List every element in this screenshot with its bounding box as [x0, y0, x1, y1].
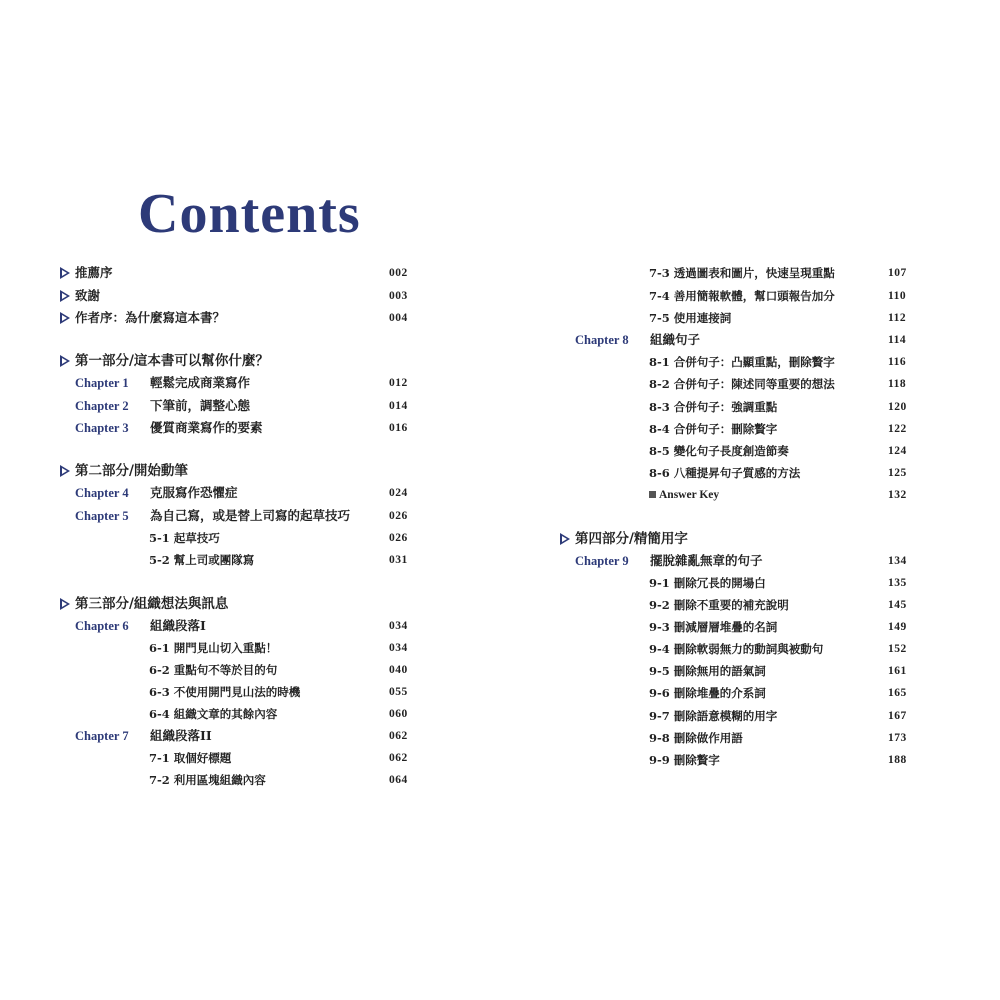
chapter-number: Chapter 1: [75, 376, 129, 390]
chapter-title: 組織句子: [650, 332, 701, 347]
page-number: 034: [389, 620, 408, 632]
section-title: 8-3 合併句子：強調重點: [649, 400, 778, 414]
section-title: 7-5 使用連接詞: [649, 311, 732, 325]
section-title: 8-5 變化句子長度創造節奏: [649, 444, 789, 458]
page-number: 116: [888, 356, 907, 368]
page-number: 188: [888, 754, 907, 766]
page-number: 145: [888, 599, 907, 611]
page-number: 055: [389, 686, 408, 698]
section-title: 8-1 合併句子：凸顯重點，刪除贅字: [649, 355, 835, 369]
page-number: 040: [389, 664, 408, 676]
section-title: 9-3 刪減層層堆疊的名詞: [649, 620, 778, 634]
page-number: 024: [389, 487, 408, 499]
chapter-title: 擺脫雜亂無章的句子: [650, 553, 763, 568]
chapter-title: 下筆前，調整心態: [150, 398, 251, 413]
page-number: 173: [888, 732, 907, 744]
toc-section-8-6[interactable]: [649, 462, 911, 484]
entry-label: 推薦序: [75, 265, 113, 280]
section-title: 8-6 八種提昇句子質感的方法: [649, 466, 801, 480]
chapter-number: Chapter 6: [75, 619, 129, 633]
page-number: 114: [888, 334, 907, 346]
page-number: 152: [888, 643, 907, 655]
page-number: 167: [888, 710, 907, 722]
toc-section-9-5[interactable]: [649, 660, 911, 682]
page-number: 026: [389, 510, 408, 522]
toc-section-9-8[interactable]: [649, 727, 911, 749]
section-title: 7-3 透過圖表和圖片，快速呈現重點: [649, 266, 835, 280]
page-number: 122: [888, 423, 907, 435]
toc-section-9-7[interactable]: [649, 705, 911, 727]
entry-label: 作者序：為什麼寫這本書？: [75, 310, 226, 325]
chapter-number: Chapter 4: [75, 486, 129, 500]
toc-section-7-5[interactable]: [649, 307, 911, 329]
section-title: 8-4 合併句子：刪除贅字: [649, 422, 778, 436]
toc-section-9-3[interactable]: [649, 616, 911, 638]
page-number: 012: [389, 377, 408, 389]
page-number: 110: [888, 290, 907, 302]
section-title: 7-4 善用簡報軟體，幫口頭報告加分: [649, 289, 835, 303]
toc-section-8-5[interactable]: [649, 440, 911, 462]
section-title: 6-2 重點句不等於目的句: [149, 663, 278, 677]
entry-label: 致謝: [75, 288, 101, 303]
page-number: 031: [389, 554, 408, 566]
section-title: 6-4 組織文章的其餘內容: [149, 707, 278, 721]
contents-title: Contents: [138, 183, 361, 245]
page-number: 165: [888, 687, 907, 699]
toc-section-7-3[interactable]: [649, 262, 911, 284]
section-title: 7-2 利用區塊組織內容: [149, 773, 266, 787]
section-title: 8-2 合併句子：陳述同等重要的想法: [649, 377, 835, 391]
page-number: 064: [389, 774, 408, 786]
toc-section-9-1[interactable]: [649, 572, 911, 594]
toc-chapter-9[interactable]: [575, 550, 911, 572]
toc-section-9-2[interactable]: [649, 594, 911, 616]
chapter-title: 組織段落I: [150, 618, 206, 633]
page-number: 014: [389, 400, 408, 412]
section-title: 9-5 刪除無用的語氣詞: [649, 664, 766, 678]
chapter-title: 為自己寫，或是替上司寫的起草技巧: [150, 508, 351, 523]
section-title: 6-1 開門見山切入重點！: [149, 641, 278, 655]
page-number: 004: [389, 312, 408, 324]
section-title: 9-1 刪除冗長的開場白: [649, 576, 766, 590]
chapter-number: Chapter 2: [75, 399, 129, 413]
page-number: 002: [389, 267, 408, 279]
toc-section-8-3[interactable]: [649, 396, 911, 418]
toc-section-8-4[interactable]: [649, 418, 911, 440]
page-number: 134: [888, 555, 907, 567]
page-number: 125: [888, 467, 907, 479]
answer-key-label: Answer Key: [659, 489, 720, 501]
toc-section-9-6[interactable]: [649, 682, 911, 704]
toc-answer-key[interactable]: [649, 484, 911, 506]
chapter-title: 克服寫作恐懼症: [150, 485, 238, 500]
page-number: 124: [888, 445, 907, 457]
part-title: 第二部分/開始動筆: [75, 463, 188, 479]
chapter-number: Chapter 7: [75, 729, 129, 743]
page-number: 062: [389, 752, 408, 764]
toc-section-9-4[interactable]: [649, 638, 911, 660]
part-title: 第三部分/組織想法與訊息: [75, 596, 229, 612]
page-number: 118: [888, 378, 907, 390]
section-title: 9-8 刪除做作用語: [649, 731, 743, 745]
page-number: 135: [888, 577, 907, 589]
section-title: 9-4 刪除軟弱無力的動詞與被動句: [649, 642, 824, 656]
page-number: 107: [888, 267, 907, 279]
page-number: 120: [888, 401, 907, 413]
page-number: 062: [389, 730, 408, 742]
page-number: 132: [888, 489, 907, 501]
square-icon: [649, 491, 656, 498]
toc-chapter-8[interactable]: [575, 329, 911, 351]
page-number: 026: [389, 532, 408, 544]
page-number: 034: [389, 642, 408, 654]
part-title: 第四部分/精簡用字: [575, 531, 688, 547]
toc-section-8-2[interactable]: [649, 373, 911, 395]
chapter-number: Chapter 9: [575, 554, 629, 568]
toc-section-8-1[interactable]: [649, 351, 911, 373]
part-title: 第一部分/這本書可以幫你什麼？: [75, 353, 269, 369]
section-title: 9-2 刪除不重要的補充說明: [649, 598, 789, 612]
toc-section-9-9[interactable]: [649, 749, 911, 771]
section-title: 9-6 刪除堆疊的介系詞: [649, 686, 766, 700]
section-title: 9-9 刪除贅字: [649, 753, 720, 767]
chapter-title: 優質商業寫作的要素: [150, 420, 263, 435]
toc-section-7-4[interactable]: [649, 285, 911, 307]
section-title: 7-1 取個好標題: [149, 751, 232, 765]
chapter-number: Chapter 8: [575, 333, 629, 347]
page-number: 060: [389, 708, 408, 720]
chapter-number: Chapter 5: [75, 509, 129, 523]
triangle-outline-icon: [560, 533, 570, 545]
page-number: 149: [888, 621, 907, 633]
section-title: 5-2 幫上司或團隊寫: [149, 553, 255, 567]
page-number: 003: [389, 290, 408, 302]
page-number: 112: [888, 312, 907, 324]
section-title: 9-7 刪除語意模糊的用字: [649, 709, 778, 723]
chapter-number: Chapter 3: [75, 421, 129, 435]
section-title: 5-1 起草技巧: [149, 531, 220, 545]
page-number: 161: [888, 665, 907, 677]
toc-part-4[interactable]: [560, 528, 911, 550]
chapter-title: 組織段落II: [150, 728, 212, 743]
chapter-title: 輕鬆完成商業寫作: [150, 375, 251, 390]
page-number: 016: [389, 422, 408, 434]
section-title: 6-3 不使用開門見山法的時機: [149, 685, 301, 699]
